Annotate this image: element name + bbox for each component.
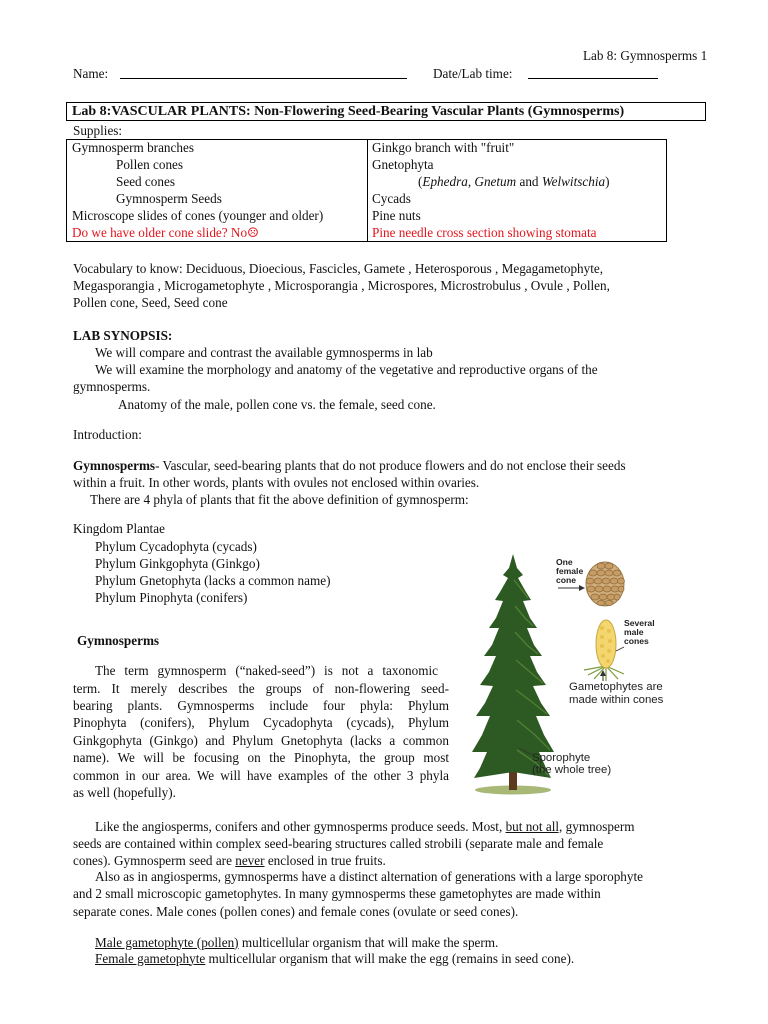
gnetophyta-genera xyxy=(418,173,610,190)
phylum-item: Phylum Cycadophyta (cycads) xyxy=(95,538,257,554)
paragraph-line: and 2 small microscopic gametophytes. In many gymnosperms these gametophytes are made within xyxy=(73,885,601,901)
male-cones-pointer xyxy=(616,647,624,651)
paragraph-line xyxy=(95,818,635,835)
paragraph-line: term. It merely describes the groups of non-flowering seed- xyxy=(73,680,449,696)
paragraph-line: name). We will be focusing on the Pinophyta, the group most xyxy=(73,749,449,765)
phyla-intro: There are 4 phyla of plants that fit the above definition of gymnosperm: xyxy=(90,491,469,507)
definition-line xyxy=(73,457,626,474)
genera-punct: , xyxy=(467,174,475,189)
genus-ephedra: Ephedra xyxy=(422,174,468,189)
supply-item-alert: Pine needle cross section showing stomata xyxy=(372,225,597,240)
text-segment: Like the angiosperms, conifers and other gymnosperms produce seeds. Most, xyxy=(95,818,506,834)
synopsis-heading: LAB SYNOPSIS: xyxy=(73,327,173,343)
gametophytes-label: Gametophytes are xyxy=(569,681,663,693)
introduction-label: Introduction: xyxy=(73,426,142,442)
sporophyte-label: (the whole tree) xyxy=(532,764,612,776)
supply-item: Microscope slides of cones (younger and older) xyxy=(72,208,324,223)
female-gametophyte-definition xyxy=(95,950,574,967)
genera-punct: and xyxy=(516,174,542,189)
male-cones-label: male xyxy=(624,627,644,637)
synopsis-line: We will compare and contrast the available gymnosperms in lab xyxy=(95,344,433,360)
sporophyte-label: Sporophyte xyxy=(532,752,591,764)
paragraph-line: bearing plants. Gymnosperms include four phyla: Phylum xyxy=(73,697,449,713)
supply-item: Ginkgo branch with "fruit" xyxy=(372,140,515,155)
phylum-item: Phylum Ginkgophyta (Ginkgo) xyxy=(95,555,260,571)
table-column-divider xyxy=(367,140,368,241)
supplies-label: Supplies: xyxy=(73,122,123,138)
supply-item: Cycads xyxy=(372,191,411,206)
supply-item-alert: Do we have older cone slide? No☹ xyxy=(72,225,259,240)
phylum-item: Phylum Gnetophyta (lacks a common name) xyxy=(95,572,331,588)
female-cone-label: One xyxy=(556,557,573,567)
gametophytes-label: made within cones xyxy=(569,694,664,706)
kingdom-label: Kingdom Plantae xyxy=(73,520,165,536)
male-gametophyte-definition xyxy=(95,934,498,951)
emphasis-segment: but not all, xyxy=(505,818,563,834)
phylum-item: Phylum Pinophyta (conifers) xyxy=(95,589,248,605)
definition-term: Female gametophyte xyxy=(95,950,206,966)
genera-punct: ( xyxy=(418,174,423,189)
genus-gnetum: Gnetum xyxy=(474,174,517,189)
supply-item: Pollen cones xyxy=(116,157,184,172)
paragraph-line: Pinophyta (conifers), Phylum Cycadophyta (cycads), Phylum xyxy=(73,714,449,730)
paragraph-line: Also as in angiosperms, gymnosperms have a distinct alternation of generations with a large sporophyte xyxy=(95,868,644,884)
paragraph-line: separate cones. Male cones (pollen cones) and female cones (ovulate or seed cones). xyxy=(73,903,519,919)
page-label: Lab 8: Gymnosperms 1 xyxy=(583,47,708,63)
synopsis-line: gymnosperms. xyxy=(73,378,151,394)
female-cone-icon xyxy=(586,562,625,606)
supply-item: Gymnosperm branches xyxy=(72,140,194,155)
text-segment: gymnosperm xyxy=(562,818,635,834)
supplies-table xyxy=(66,139,667,242)
synopsis-line: Anatomy of the male, pollen cone vs. the female, seed cone. xyxy=(118,396,436,412)
vocabulary-line: Pollen cone, Seed, Seed cone xyxy=(73,294,228,310)
paragraph-line: common in our area. We will have examples of the other 3 phyla xyxy=(73,767,449,783)
supply-item: Pine nuts xyxy=(372,208,421,223)
male-cones-icon xyxy=(584,620,624,681)
text-segment: enclosed in true fruits. xyxy=(264,852,386,868)
vocabulary-line: Megasporangia , Microgametophyte , Microsporangia , Microspores, Microstrobulus , Ovule , Pollen, xyxy=(73,277,610,293)
female-cone-label: cone xyxy=(556,575,577,585)
tree-foliage xyxy=(472,554,554,778)
date-label: Date/Lab time: xyxy=(433,65,513,81)
vocabulary-line: Vocabulary to know: Deciduous, Dioecious, Fascicles, Gamete , Heterosporous , Megagametophyte, xyxy=(73,260,604,276)
synopsis-line: We will examine the morphology and anatomy of the vegetative and reproductive organs of the xyxy=(95,361,598,377)
male-cones-label: cones xyxy=(624,636,649,646)
section-heading: Gymnosperms xyxy=(77,632,160,648)
paragraph-line xyxy=(73,852,386,869)
paragraph-line: The term gymnosperm (“naked-seed”) is not a taxonomic xyxy=(95,662,438,678)
definition-text: - Vascular, seed-bearing plants that do not produce flowers and do not enclose their seeds xyxy=(155,457,626,473)
female-cone-label: female xyxy=(556,566,584,576)
date-blank-line xyxy=(528,78,658,79)
emphasis-segment: never xyxy=(235,852,265,868)
genus-welwitschia: Welwitschia xyxy=(541,174,606,189)
definition-text: multicellular organism that will make the egg (remains in seed cone). xyxy=(205,950,575,966)
name-blank-line xyxy=(120,78,407,79)
conifer-figure xyxy=(460,548,720,798)
definition-text: multicellular organism that will make the sperm. xyxy=(238,934,499,950)
supply-item: Gnetophyta xyxy=(372,157,434,172)
paragraph-line: as well (hopefully). xyxy=(73,784,176,800)
text-segment: cones). Gymnosperm seed are xyxy=(73,852,236,868)
supply-item: Seed cones xyxy=(116,174,175,189)
name-label: Name: xyxy=(73,65,109,81)
paragraph-line: seeds are contained within complex seed-bearing structures called strobili (separate male and female xyxy=(73,835,604,851)
definition-term: Gymnosperms xyxy=(73,457,156,473)
definition-term: Male gametophyte (pollen) xyxy=(95,934,239,950)
paragraph-line: Ginkgophyta (Ginkgo) and Phylum Gnetophyta (lacks a common xyxy=(73,732,449,748)
male-cones-label: Several xyxy=(624,618,655,628)
lab-title: Lab 8:VASCULAR PLANTS: Non-Flowering Seed-Bearing Vascular Plants (Gymnosperms) xyxy=(66,102,706,121)
definition-line: within a fruit. In other words, plants with ovules not enclosed within ovaries. xyxy=(73,474,480,490)
supply-item: Gymnosperm Seeds xyxy=(116,191,222,206)
genera-punct: ) xyxy=(605,174,610,189)
